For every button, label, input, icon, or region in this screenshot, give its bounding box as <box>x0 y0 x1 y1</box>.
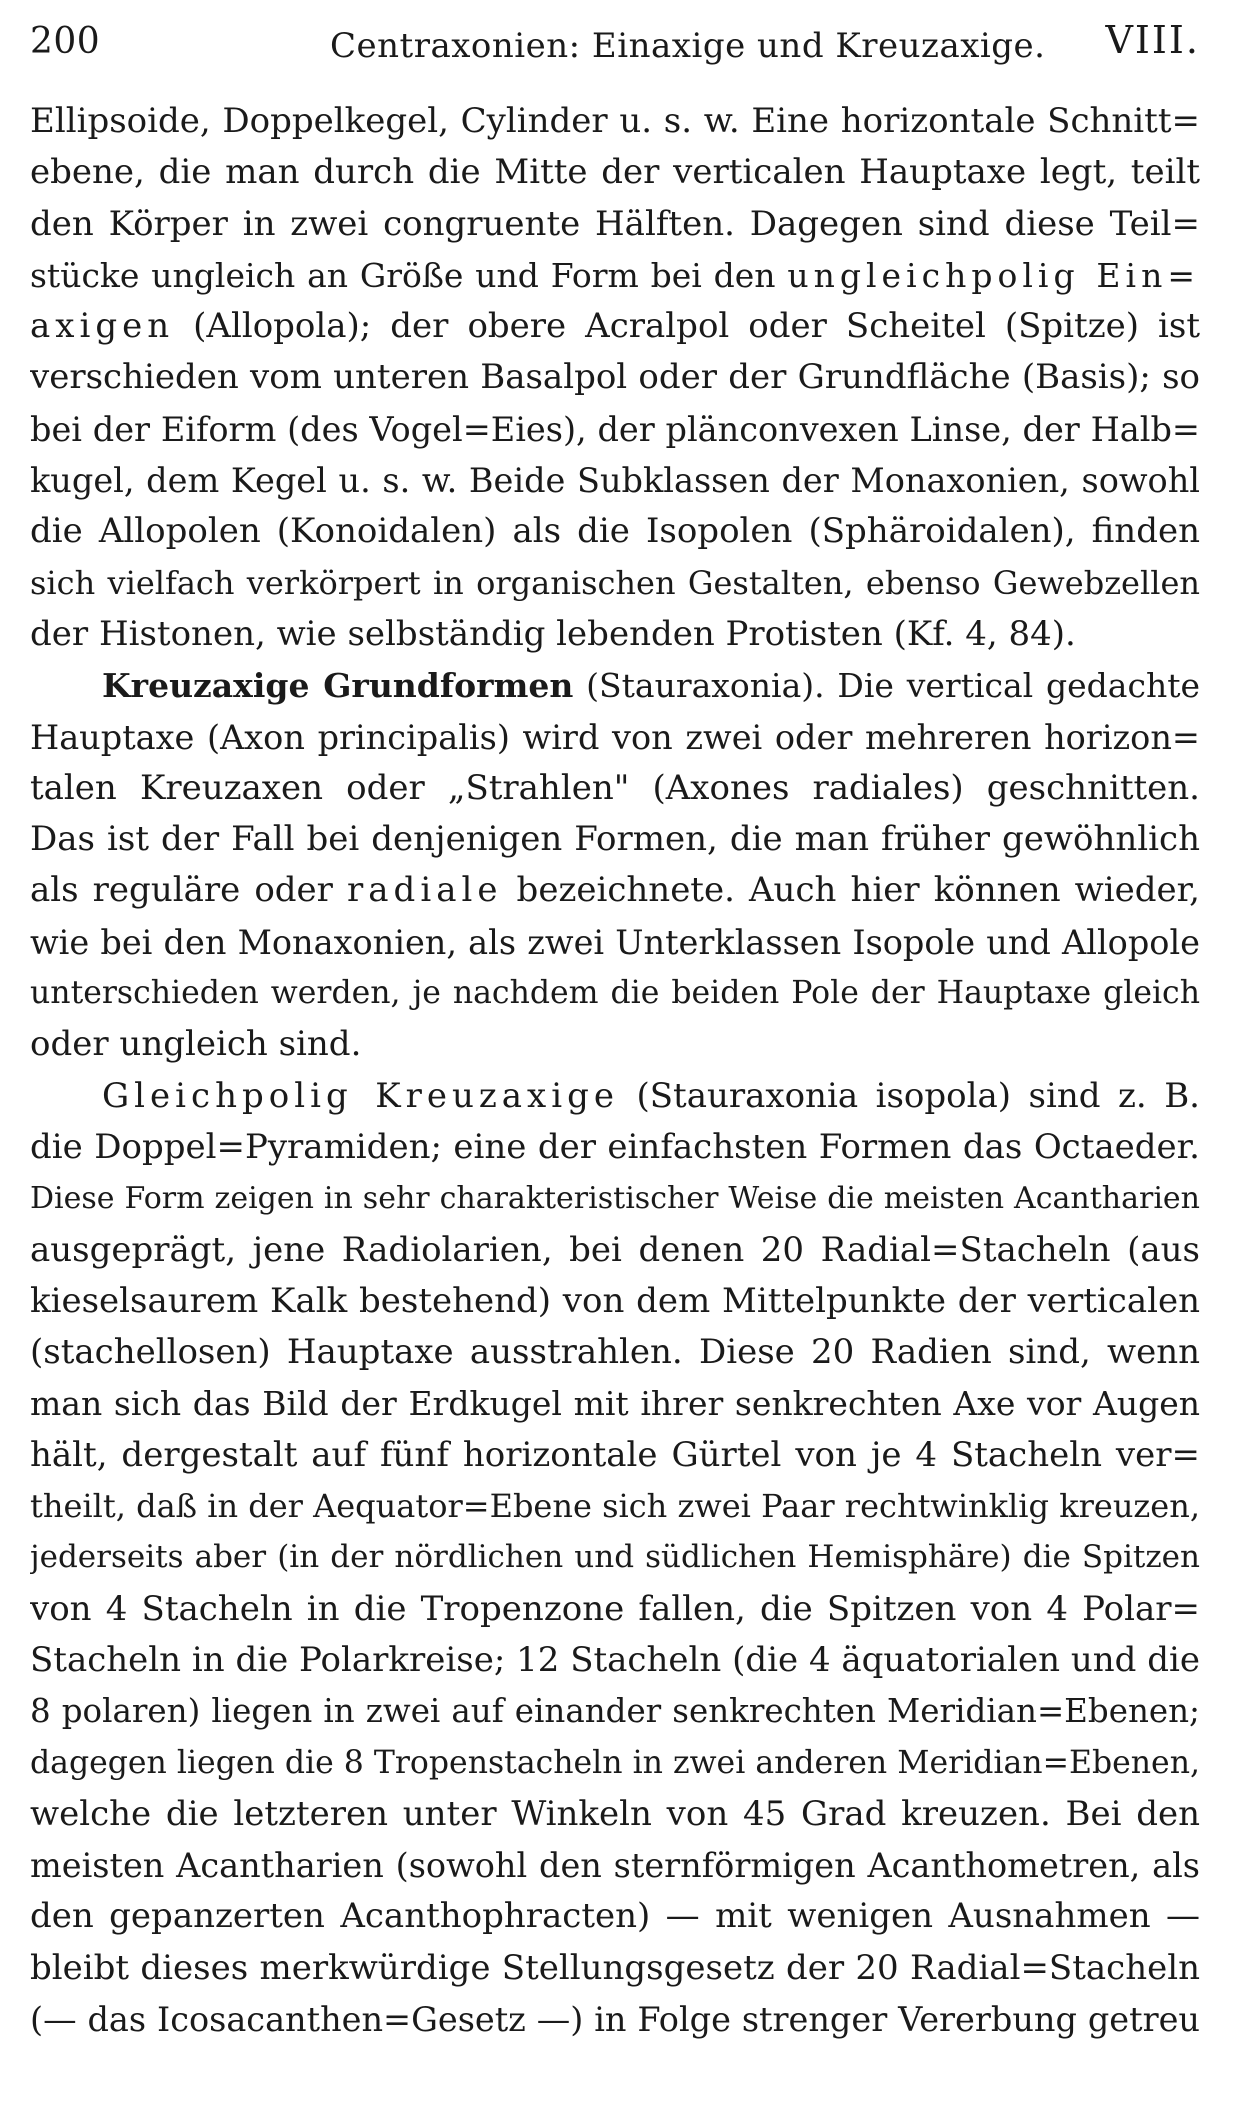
text-line: theilt, daß in der Aequator=Ebene sich zwei Paar rechtwinklig kreuzen, <box>30 1487 1200 1526</box>
text-segment: als reguläre oder <box>30 870 348 911</box>
book-page <box>30 18 1200 2086</box>
text-line: welche die letzteren unter Winkeln von 45 Grad kreuzen. Bei den <box>30 1793 1200 1834</box>
spaced-term: radiale <box>347 870 503 911</box>
chapter-number: VIII. <box>1105 18 1200 62</box>
text-line: von 4 Stacheln in die Tropenzone fallen, die Spitzen von 4 Polar= <box>30 1588 1200 1629</box>
text-line: kugel, dem Kegel u. s. w. Beide Subklassen der Monaxonien, sowohl <box>30 461 1200 501</box>
text-line: hält, dergestalt auf fünf horizontale Gürtel von je 4 Stacheln ver= <box>30 1434 1200 1475</box>
text-line: verschieden vom unteren Basalpol oder der Grundfläche (Basis); so <box>30 357 1200 398</box>
text-line: talen Kreuzaxen oder „Strahlen" (Axones radiales) geschnitten. <box>30 767 1200 808</box>
text-line: man sich das Bild der Erdkugel mit ihrer senkrechten Axe vor Augen <box>30 1384 1200 1424</box>
text-line: kieselsaurem Kalk bestehend) von dem Mittelpunkte der verticalen <box>30 1280 1200 1321</box>
body-text <box>30 96 1200 2045</box>
running-title: Centraxonien: Einaxige und Kreuzaxige. <box>330 26 1046 66</box>
text-line: Stacheln in die Polarkreise; 12 Stacheln (die 4 äquatorialen und die <box>30 1639 1200 1680</box>
text-line: 8 polaren) liegen in zwei auf einander senkrechten Meridian=Ebenen; <box>30 1692 1200 1731</box>
text-segment: (Stauraxonia isopola) sind z. B. <box>619 1075 1200 1116</box>
text-line <box>30 250 1200 301</box>
text-line: (stachellosen) Hauptaxe ausstrahlen. Diese 20 Radien sind, wenn <box>30 1332 1200 1373</box>
text-segment: (Allopola); der obere Acralpol oder Scheitel (Spitze) ist <box>174 306 1200 347</box>
text-line: Ellipsoide, Doppelkegel, Cylinder u. s. w. Eine horizontale Schnitt= <box>30 101 1200 141</box>
spaced-term: ungleichpolig Ein= <box>787 255 1200 295</box>
page-number: 200 <box>30 21 101 62</box>
text-line: wie bei den Monaxonien, als zwei Unterklassen Isopole und Allopole <box>30 922 1200 962</box>
text-line: bleibt dieses merkwürdige Stellungsgesetz der 20 Radial=Stacheln <box>30 1947 1200 1988</box>
text-line <box>30 301 1200 352</box>
text-line: unterschieden werden, je nachdem die beiden Pole der Hauptaxe gleich <box>30 975 1200 1012</box>
text-line: Diese Form zeigen in sehr charakteristischer Weise die meisten Acantharien <box>30 1181 1200 1217</box>
text-line: oder ungleich sind. <box>30 1024 362 1065</box>
text-line: Hauptaxe (Axon principalis) wird von zwei oder mehreren horizon= <box>30 717 1200 757</box>
text-line: Das ist der Fall bei denjenigen Formen, die man früher gewöhnlich <box>30 819 1200 860</box>
text-line: den gepanzerten Acanthophracten) — mit wenigen Ausnahmen — <box>30 1896 1200 1937</box>
text-segment: bezeichnete. Auch hier können wieder, <box>502 870 1200 911</box>
text-line: bei der Eiform (des Vogel=Eies), der plänconvexen Linse, der Halb= <box>30 409 1200 449</box>
text-line: die Doppel=Pyramiden; eine der einfachsten Formen das Octaeder. <box>30 1126 1200 1167</box>
section-heading: Kreuzaxige Grundformen <box>102 666 574 706</box>
text-line: (— das Icosacanthen=Gesetz —) in Folge strenger Vererbung getreu <box>30 1999 1200 2039</box>
page-header <box>30 18 1200 80</box>
text-line <box>30 660 1200 711</box>
text-segment: (Stauraxonia). Die vertical gedachte <box>573 666 1200 706</box>
text-line: dagegen liegen die 8 Tropenstacheln in zwei anderen Meridian=Ebenen, <box>30 1744 1200 1781</box>
text-line: ebene, die man durch die Mitte der verticalen Hauptaxe legt, teilt <box>30 152 1200 193</box>
text-line: den Körper in zwei congruente Hälften. Dagegen sind diese Teil= <box>30 203 1200 244</box>
text-line: sich vielfach verkörpert in organischen Gestalten, ebenso Gewebzellen <box>30 563 1200 602</box>
spaced-term: axigen <box>30 306 175 347</box>
text-segment: stücke ungleich an Größe und Form bei den <box>30 255 788 295</box>
text-line: jederseits aber (in der nördlichen und südlichen Hemisphäre) die Spitzen <box>30 1539 1200 1576</box>
text-line: der Histonen, wie selbständig lebenden Protisten (Kf. 4, 84). <box>30 613 1076 654</box>
text-line <box>30 865 1200 916</box>
text-line <box>30 1071 1200 1122</box>
text-line: meisten Acantharien (sowohl den sternförmigen Acanthometren, als <box>30 1846 1200 1886</box>
spaced-term: Gleichpolig Kreuzaxige <box>102 1075 619 1116</box>
text-line: ausgeprägt, jene Radiolarien, bei denen 20 Radial=Stacheln (aus <box>30 1229 1200 1270</box>
text-line: die Allopolen (Konoidalen) als die Isopolen (Sphäroidalen), finden <box>30 511 1200 552</box>
